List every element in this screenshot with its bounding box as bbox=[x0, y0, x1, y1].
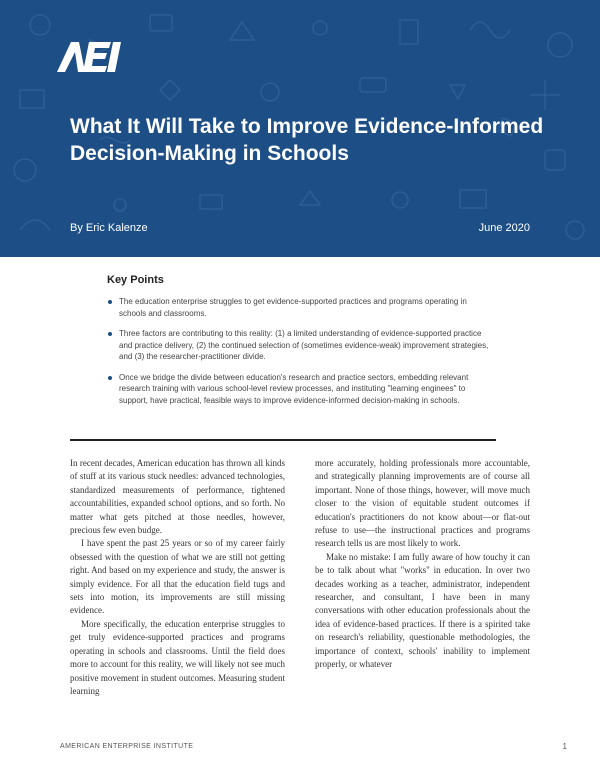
aei-logo-mark bbox=[55, 40, 125, 74]
key-points-heading: Key Points bbox=[107, 274, 164, 286]
key-point-item bbox=[107, 296, 495, 319]
page-number: 1 bbox=[562, 742, 567, 751]
key-points-list bbox=[107, 296, 495, 415]
bullet-icon bbox=[108, 300, 112, 304]
body-paragraph: Make no mistake: I am fully aware of how touchy it can be to talk about what "works" in education. In over two decades working as a teacher, administrator, independent researcher, and consultant, I have been in many conversations with other education professionals about the idea of evidence-based practices. If there is a spirited take on research's reliability, questionable methodologies, the importance of context, schools' inability to implement properly, or whatever bbox=[315, 551, 530, 670]
header-banner bbox=[0, 0, 600, 257]
body-paragraph: more accurately, holding professionals more accountable, and strategically planning improvements are of course all important. None of those things, however, will move much closer to the vision of equitable student outcomes if education's practitioners do not know about—or flat-out refuse to use—the instructional practices and programs research tells us are most likely to work. bbox=[315, 458, 530, 549]
key-point-text: Three factors are contributing to this reality: (1) a limited understanding of evidence-supported practice and practice delivery, (2) the continued selection of (sometimes evidence-weak) improvement strategies, and (3) the researcher-practitioner divide. bbox=[119, 329, 489, 361]
key-point-item bbox=[107, 328, 495, 363]
publication-date: June 2020 bbox=[478, 222, 530, 234]
page-title: What It Will Take to Improve Evidence-Informed Decision-Making in Schools bbox=[70, 115, 544, 165]
body-paragraph: In recent decades, American education has thrown all kinds of stuff at its various stuck needles: advanced technologies, standardized measurements of performance, tightened accountabilities, expanded school options, and so forth. No matter what gets pitched at those needles, however, precious few even budge. bbox=[70, 458, 285, 536]
key-point-text: The education enterprise struggles to get evidence-supported practices and programs operating in schools and classrooms. bbox=[119, 297, 467, 318]
section-divider bbox=[70, 439, 496, 441]
bullet-icon bbox=[108, 332, 112, 336]
key-point-text: Once we bridge the divide between education's research and practice sectors, embedding relevant research training with various school-level review processes, and instituting "learning enginees" to support, have practical, feasible ways to improve evidence-informed decision-making in schools. bbox=[119, 372, 469, 405]
aei-logo bbox=[55, 40, 125, 74]
key-point-item bbox=[107, 372, 495, 407]
body-paragraph: More specifically, the education enterprise struggles to get truly evidence-supported practices and programs operating in schools and classrooms. Until the field does more to account for this reality, we will likely not see much positive movement in student outcomes. Measuring student learning bbox=[70, 618, 285, 696]
author-byline: By Eric Kalenze bbox=[70, 222, 148, 234]
footer-institute: AMERICAN ENTERPRISE INSTITUTE bbox=[60, 743, 194, 750]
body-column-left bbox=[70, 457, 285, 698]
body-column-right bbox=[315, 457, 530, 672]
bullet-icon bbox=[108, 376, 112, 380]
body-paragraph: I have spent the past 25 years or so of my career fairly obsessed with the question of what we are still not getting right. And based on my experience and study, the answer is simply evidence. For all that the education field tugs and sets into motion, its improvements are still missing evidence. bbox=[70, 538, 285, 616]
